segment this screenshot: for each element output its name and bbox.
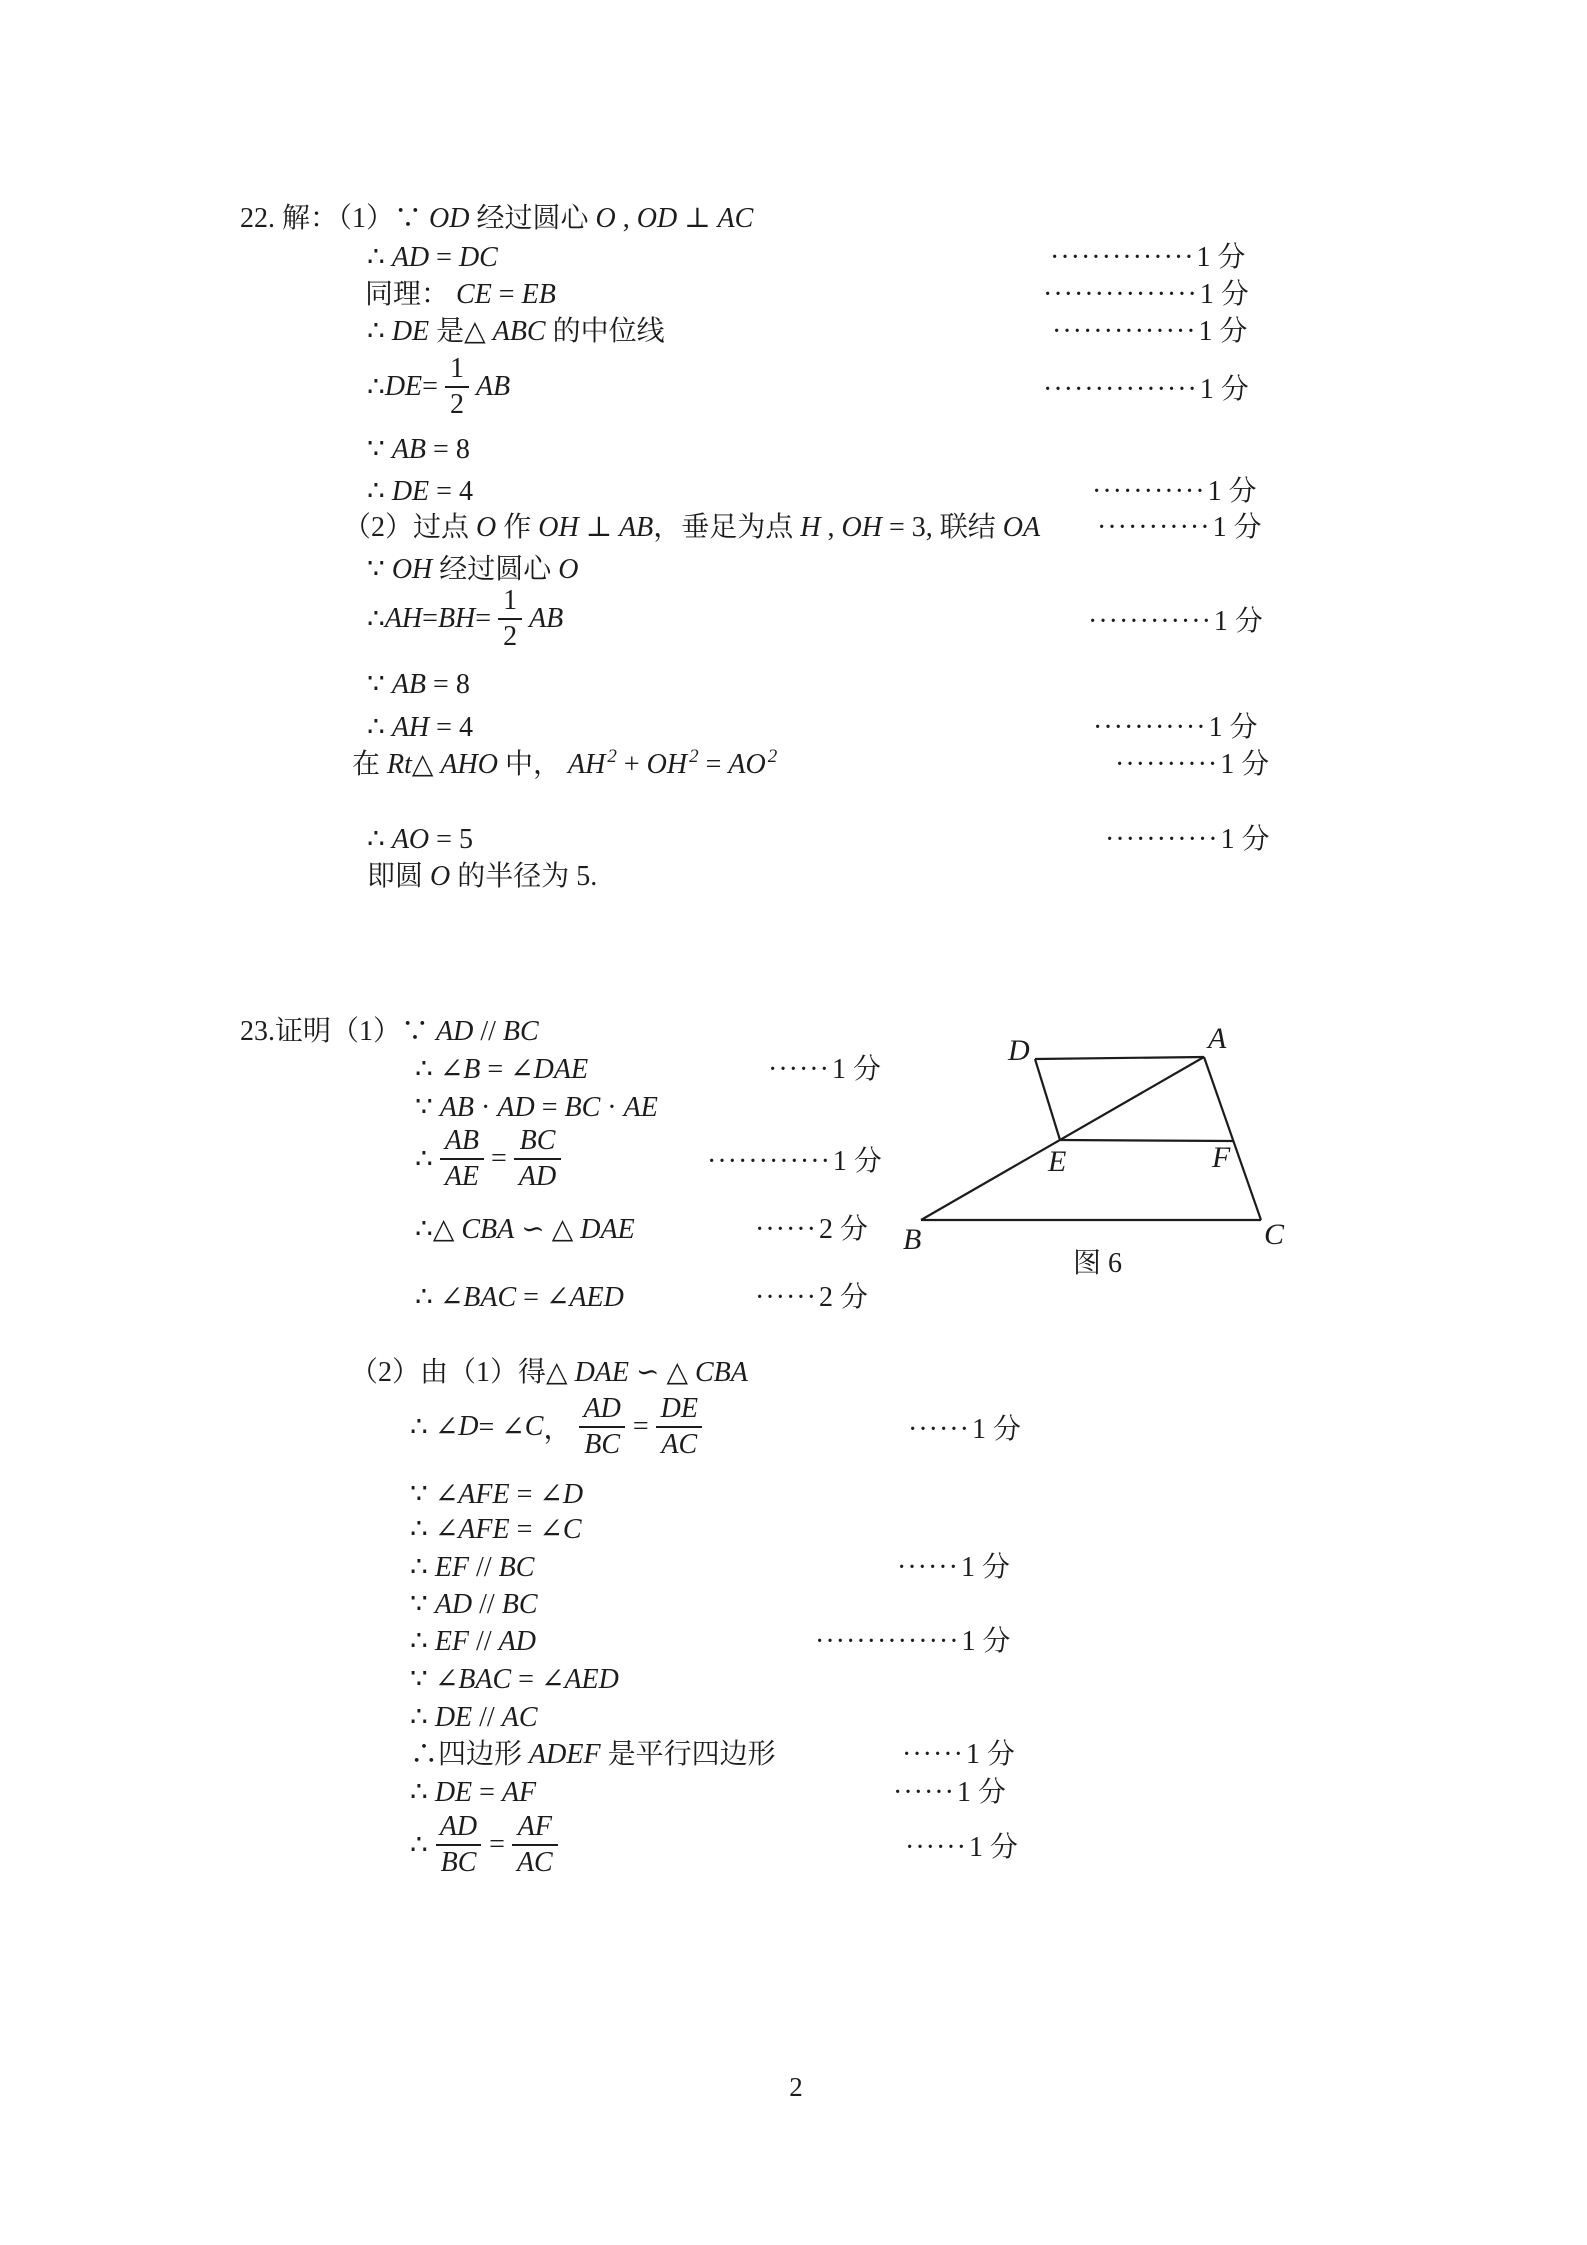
proof-line-23-14	[410, 1660, 619, 1700]
math-text: C	[562, 1514, 582, 1545]
math-text: AE	[623, 1092, 658, 1123]
score-mark	[902, 1735, 1015, 1775]
dotted-leader: ··············	[815, 1626, 960, 1657]
vertex-label-F: F	[1212, 1141, 1231, 1174]
score-label: 1 分	[1198, 316, 1248, 347]
symbol-text: ∴△	[415, 1214, 462, 1245]
symbol-text: =	[632, 1411, 649, 1442]
score-mark	[1050, 238, 1246, 278]
chinese-text: 证明（1）	[275, 1016, 402, 1047]
math-text: AH	[391, 712, 430, 743]
dotted-leader: ······	[908, 1414, 970, 1445]
symbol-text: ∵	[415, 1092, 440, 1123]
edge-DA	[1035, 1057, 1204, 1059]
math-text: AD	[498, 1626, 536, 1657]
symbol-text: ∴	[415, 1144, 433, 1175]
dotted-leader: ···············	[1043, 374, 1198, 405]
math-text: AED	[564, 1664, 619, 1695]
symbol-text: ,	[820, 512, 842, 543]
edge-DE	[1035, 1059, 1060, 1140]
fraction-denominator: BC	[579, 1426, 625, 1460]
math-text: CBA	[461, 1214, 515, 1245]
vertex-label-A: A	[1208, 1022, 1227, 1055]
score-mark	[1097, 508, 1262, 548]
proof-line-22-11	[367, 665, 470, 705]
symbol-text: //	[469, 1552, 499, 1583]
score-mark	[1088, 599, 1263, 639]
fraction-denominator: AC	[512, 1844, 558, 1878]
symbol-text: +	[616, 749, 647, 780]
symbol-text: ∽ △	[629, 1357, 695, 1388]
math-text: AB	[529, 603, 564, 634]
symbol-text: ∴	[367, 476, 392, 507]
math-text: OH	[646, 749, 688, 780]
math-text: O	[558, 554, 579, 585]
edge-BA	[921, 1057, 1204, 1220]
proof-line-22-2	[367, 238, 1246, 278]
symbol-text: =	[422, 603, 438, 634]
chinese-text: 经过圆心	[432, 554, 559, 585]
proof-line-22-8	[343, 508, 1262, 548]
superscript: 2	[689, 746, 699, 767]
symbol-text: ∴ ∠	[415, 1054, 464, 1085]
symbol-text: =	[472, 1777, 502, 1808]
math-text: BC	[564, 1092, 601, 1123]
math-text: DE	[391, 476, 430, 507]
dotted-leader: ···········	[1097, 512, 1211, 543]
math-text: BAC	[458, 1664, 512, 1695]
score-label: 1 分	[971, 1414, 1021, 1445]
symbol-text: =	[491, 279, 522, 310]
score-label: 2 分	[818, 1282, 868, 1313]
score-label: 1 分	[960, 1552, 1010, 1583]
proof-line-23-5	[415, 1210, 868, 1250]
math-text: AH	[384, 603, 423, 634]
fraction	[512, 1812, 558, 1878]
proof-line-22-1	[240, 199, 753, 239]
symbol-text: //	[473, 1016, 503, 1047]
score-mark	[815, 1622, 1011, 1662]
math-text: DE	[434, 1702, 473, 1733]
proof-line-23-6	[415, 1278, 868, 1318]
proof-line-23-15	[410, 1698, 538, 1738]
symbol-text: =	[491, 1143, 507, 1174]
score-label: 1 分	[1196, 242, 1246, 273]
chinese-text: ，	[543, 1414, 572, 1445]
score-mark	[1092, 472, 1257, 512]
symbol-text: ∵	[367, 434, 392, 465]
math-text: OH	[538, 512, 579, 543]
math-text: AD	[434, 1589, 473, 1620]
math-text: OH	[841, 512, 882, 543]
math-text: DE	[434, 1777, 473, 1808]
symbol-text: ∵	[410, 1589, 435, 1620]
fraction-denominator: 2	[445, 386, 469, 420]
math-text: OD	[636, 203, 678, 234]
math-text: DAE	[580, 1214, 635, 1245]
math-text: EF	[434, 1552, 470, 1583]
page-number: 2	[789, 2072, 803, 2102]
proof-line-23-11	[410, 1548, 1010, 1588]
score-mark	[1043, 275, 1249, 315]
score-mark	[707, 1139, 882, 1179]
math-text: Rt	[387, 749, 412, 780]
fraction-numerator: AD	[583, 1392, 621, 1424]
score-label: 1 分	[961, 1626, 1011, 1657]
symbol-text: ·	[474, 1092, 498, 1123]
math-text: D	[458, 1411, 479, 1442]
fraction	[498, 586, 522, 652]
symbol-text: ∵	[367, 554, 392, 585]
symbol-text: = 8	[426, 434, 470, 465]
symbol-text: =	[489, 1829, 505, 1860]
symbol-text: =	[429, 242, 459, 273]
math-text: OD	[429, 203, 470, 234]
math-text: BAC	[463, 1282, 517, 1313]
symbol-text: ∴	[410, 1777, 435, 1808]
proof-line-22-13	[352, 745, 1270, 785]
math-text: AB	[439, 1092, 475, 1123]
math-text: B	[463, 1054, 481, 1085]
fraction-numerator: BC	[519, 1124, 556, 1156]
dotted-leader: ···········	[1092, 476, 1206, 507]
fraction	[514, 1126, 561, 1192]
symbol-text: ∵ ∠	[410, 1479, 459, 1510]
symbol-text: ∴	[367, 604, 385, 635]
math-text: D	[562, 1479, 584, 1510]
score-label: 1 分	[832, 1146, 882, 1177]
score-mark	[908, 1407, 1021, 1447]
dotted-leader: ···············	[1043, 279, 1198, 310]
proof-line-23-18	[410, 1807, 1018, 1883]
proof-line-22-12	[367, 708, 1258, 748]
chinese-text: 四边形	[438, 1739, 530, 1770]
superscript: 2	[767, 746, 778, 767]
score-mark	[1052, 312, 1248, 352]
fraction-numerator: DE	[660, 1392, 698, 1424]
proof-line-23-8	[410, 1389, 1021, 1465]
symbol-text: ∵	[401, 1016, 437, 1047]
symbol-text: = 4	[429, 476, 473, 507]
dotted-leader: ······	[755, 1214, 817, 1245]
symbol-text: ∴	[410, 1552, 435, 1583]
symbol-text: //	[472, 1702, 502, 1733]
chinese-text: 联结	[932, 512, 1003, 543]
dotted-leader: ··········	[1115, 749, 1219, 780]
score-mark	[905, 1825, 1018, 1865]
score-label: 1 分	[1220, 824, 1270, 855]
math-text: BC	[501, 1589, 538, 1620]
symbol-text: = 5	[429, 824, 473, 855]
dotted-leader: ············	[707, 1146, 831, 1177]
math-text: OH	[391, 554, 433, 585]
fraction-numerator: 1	[503, 584, 518, 616]
figure-6-diagram	[860, 1005, 1310, 1295]
math-text: O	[430, 861, 451, 892]
fraction-numerator: AD	[439, 1810, 478, 1842]
symbol-text: ∴	[410, 1739, 439, 1770]
score-label: 1 分	[1199, 279, 1249, 310]
chinese-text: （2）由（1）得	[350, 1357, 547, 1388]
dotted-leader: ··············	[1052, 316, 1197, 347]
symbol-text: = ∠	[509, 1479, 563, 1510]
symbol-text: ∴	[367, 316, 392, 347]
proof-line-23-16	[410, 1735, 1015, 1775]
symbol-text: △	[464, 316, 493, 347]
symbol-text: ∴	[410, 1830, 428, 1861]
proof-line-22-7	[367, 472, 1257, 512]
chinese-text: 即圆	[367, 861, 431, 892]
fraction-denominator: AC	[656, 1426, 702, 1460]
score-label: 1 分	[1213, 606, 1263, 637]
math-text: AB	[475, 371, 511, 402]
symbol-text: ,	[615, 203, 637, 234]
superscript: 2	[607, 746, 617, 767]
chinese-text: 经过圆心	[469, 203, 596, 234]
math-text: BC	[502, 1016, 539, 1047]
math-text: BH	[437, 603, 476, 634]
math-text: DAE	[533, 1054, 589, 1085]
math-text: O	[476, 512, 497, 543]
proof-line-22-6	[367, 430, 470, 470]
math-text: AF	[501, 1777, 537, 1808]
math-text: ABC	[492, 316, 546, 347]
score-mark	[1093, 708, 1258, 748]
symbol-text: = 8	[426, 669, 470, 700]
math-text: EF	[434, 1626, 470, 1657]
proof-line-23-10	[410, 1510, 582, 1550]
math-text: AFE	[458, 1479, 510, 1510]
proof-line-22-10	[367, 581, 1263, 657]
dotted-leader: ···········	[1105, 824, 1219, 855]
math-text: C	[524, 1411, 544, 1442]
symbol-text: =	[475, 603, 492, 634]
symbol-text: ∴	[410, 1626, 435, 1657]
math-text: BC	[498, 1552, 535, 1583]
symbol-text: ∴ ∠	[415, 1282, 464, 1313]
proof-line-23-7	[350, 1353, 748, 1393]
proof-line-22-4	[367, 312, 1248, 352]
math-text: AD	[391, 242, 430, 273]
math-text: DAE	[574, 1357, 629, 1388]
math-text: DE	[384, 371, 423, 402]
fraction-denominator: AE	[440, 1158, 484, 1192]
symbol-text: = ∠	[480, 1054, 534, 1085]
symbol-text: △	[546, 1357, 575, 1388]
math-text: DE	[391, 316, 430, 347]
symbol-text: = ∠	[511, 1664, 565, 1695]
symbol-text: ∵ ∠	[410, 1664, 459, 1695]
dotted-leader: ··············	[1050, 242, 1195, 273]
math-text: AB	[391, 434, 427, 465]
proof-line-23-9	[410, 1475, 583, 1515]
math-text: AHO	[440, 749, 498, 780]
fraction	[435, 1812, 482, 1878]
figure-caption: 图 6	[1073, 1248, 1123, 1279]
fraction	[656, 1394, 703, 1460]
fraction	[440, 1126, 484, 1192]
math-text: AO	[728, 749, 766, 780]
score-label: 1 分	[1220, 749, 1270, 780]
dotted-leader: ······	[905, 1832, 967, 1863]
vertex-label-B: B	[903, 1223, 922, 1256]
chinese-text: 在	[352, 749, 388, 780]
symbol-text: //	[472, 1589, 502, 1620]
symbol-text: ∴	[410, 1702, 435, 1733]
proof-line-22-5	[367, 349, 1249, 425]
vertex-label-C: C	[1264, 1218, 1285, 1251]
edge-EF	[1060, 1140, 1233, 1141]
math-text: AH	[568, 749, 606, 780]
math-text: ADEF	[529, 1739, 601, 1770]
symbol-text: =	[698, 749, 729, 780]
score-label: 2 分	[818, 1214, 868, 1245]
symbol-text: 22.	[240, 203, 282, 234]
score-label: 1 分	[1199, 374, 1249, 405]
symbol-text: ∴ ∠	[410, 1412, 459, 1443]
chinese-text: 解：（1）	[282, 203, 395, 234]
chinese-text: 的中位线	[545, 316, 665, 347]
fraction	[578, 1394, 625, 1460]
proof-line-23-2	[415, 1050, 881, 1090]
score-label: 1 分	[965, 1739, 1015, 1770]
proof-line-22-15	[367, 857, 597, 897]
proof-line-23-4	[415, 1121, 882, 1197]
symbol-text: = 4	[429, 712, 473, 743]
math-text: AB	[391, 669, 427, 700]
proof-line-22-3	[365, 275, 1249, 315]
symbol-text: ⊥	[677, 203, 718, 234]
edge-AC	[1204, 1057, 1261, 1220]
symbol-text: =	[534, 1092, 565, 1123]
fraction-denominator: 2	[498, 618, 522, 652]
symbol-text: ∴	[367, 712, 392, 743]
symbol-text: =	[422, 371, 438, 402]
symbol-text: ∵	[394, 203, 430, 234]
math-text: AFE	[458, 1514, 510, 1545]
chinese-text: 是平行四边形	[600, 1739, 776, 1770]
vertex-label-E: E	[1048, 1145, 1067, 1178]
dotted-leader: ······	[897, 1552, 959, 1583]
score-mark	[755, 1210, 868, 1250]
symbol-text: △	[411, 749, 441, 780]
fraction-numerator: AF	[517, 1810, 552, 1842]
chinese-text: 的半径为 5.	[450, 861, 598, 892]
score-mark	[1115, 745, 1269, 785]
chinese-text: ，垂足为点	[653, 512, 801, 543]
score-mark	[893, 1773, 1006, 1813]
symbol-text: 23.	[240, 1016, 275, 1047]
symbol-text: ∴	[367, 824, 392, 855]
symbol-text: = ∠	[478, 1412, 525, 1443]
dotted-leader: ······	[768, 1054, 830, 1085]
symbol-text: ∽ △	[514, 1214, 581, 1245]
fraction-numerator: AB	[444, 1124, 480, 1156]
score-label: 1 分	[956, 1777, 1006, 1808]
symbol-text: ∵	[367, 669, 392, 700]
fraction-denominator: BC	[436, 1844, 482, 1878]
score-label: 1 分	[1207, 476, 1257, 507]
symbol-text: ∴ ∠	[410, 1514, 459, 1545]
dotted-leader: ······	[893, 1777, 955, 1808]
dotted-leader: ···········	[1093, 712, 1207, 743]
math-text: AB	[619, 512, 654, 543]
math-text: EB	[521, 279, 556, 310]
math-text: AC	[501, 1702, 538, 1733]
score-label: 1 分	[1208, 712, 1258, 743]
math-text: O	[595, 203, 616, 234]
math-text: AD	[497, 1092, 535, 1123]
chinese-text: 作	[496, 512, 539, 543]
symbol-text: ⊥	[578, 512, 620, 543]
proof-line-23-13	[410, 1622, 1011, 1662]
chinese-text: 是	[429, 316, 465, 347]
symbol-text: //	[469, 1626, 499, 1657]
symbol-text: = ∠	[516, 1282, 570, 1313]
math-text: AO	[391, 824, 430, 855]
math-text: AC	[717, 203, 754, 234]
math-text: H	[800, 512, 821, 543]
symbol-text: = 3,	[881, 512, 933, 543]
score-mark	[1043, 367, 1249, 407]
fraction-numerator: 1	[449, 352, 464, 384]
score-mark	[755, 1278, 868, 1318]
chinese-text: 中，	[498, 749, 569, 780]
symbol-text: ∴	[367, 372, 385, 403]
dotted-leader: ······	[902, 1739, 964, 1770]
chinese-text: 同理：	[365, 279, 457, 310]
chinese-text: （2）过点	[343, 512, 477, 543]
score-label: 1 分	[968, 1832, 1018, 1863]
symbol-text: = ∠	[509, 1514, 563, 1545]
score-mark	[897, 1548, 1010, 1588]
fraction	[445, 354, 469, 420]
math-text: CE	[456, 279, 492, 310]
score-label: 1 分	[831, 1054, 881, 1085]
vertex-label-D: D	[1008, 1034, 1030, 1067]
proof-line-23-12	[410, 1585, 538, 1625]
math-text: OA	[1002, 512, 1041, 543]
math-text: CBA	[695, 1357, 748, 1388]
dotted-leader: ······	[755, 1282, 817, 1313]
dotted-leader: ············	[1088, 606, 1212, 637]
proof-line-22-14	[367, 820, 1270, 860]
math-text: AD	[436, 1016, 474, 1047]
score-mark	[1105, 820, 1270, 860]
proof-line-23-1	[240, 1012, 539, 1052]
math-text: AED	[569, 1282, 624, 1313]
symbol-text: ∴	[367, 242, 392, 273]
symbol-text: ·	[600, 1092, 624, 1123]
math-text: DC	[458, 242, 498, 273]
fraction-denominator: AD	[514, 1158, 561, 1192]
score-label: 1 分	[1212, 512, 1262, 543]
